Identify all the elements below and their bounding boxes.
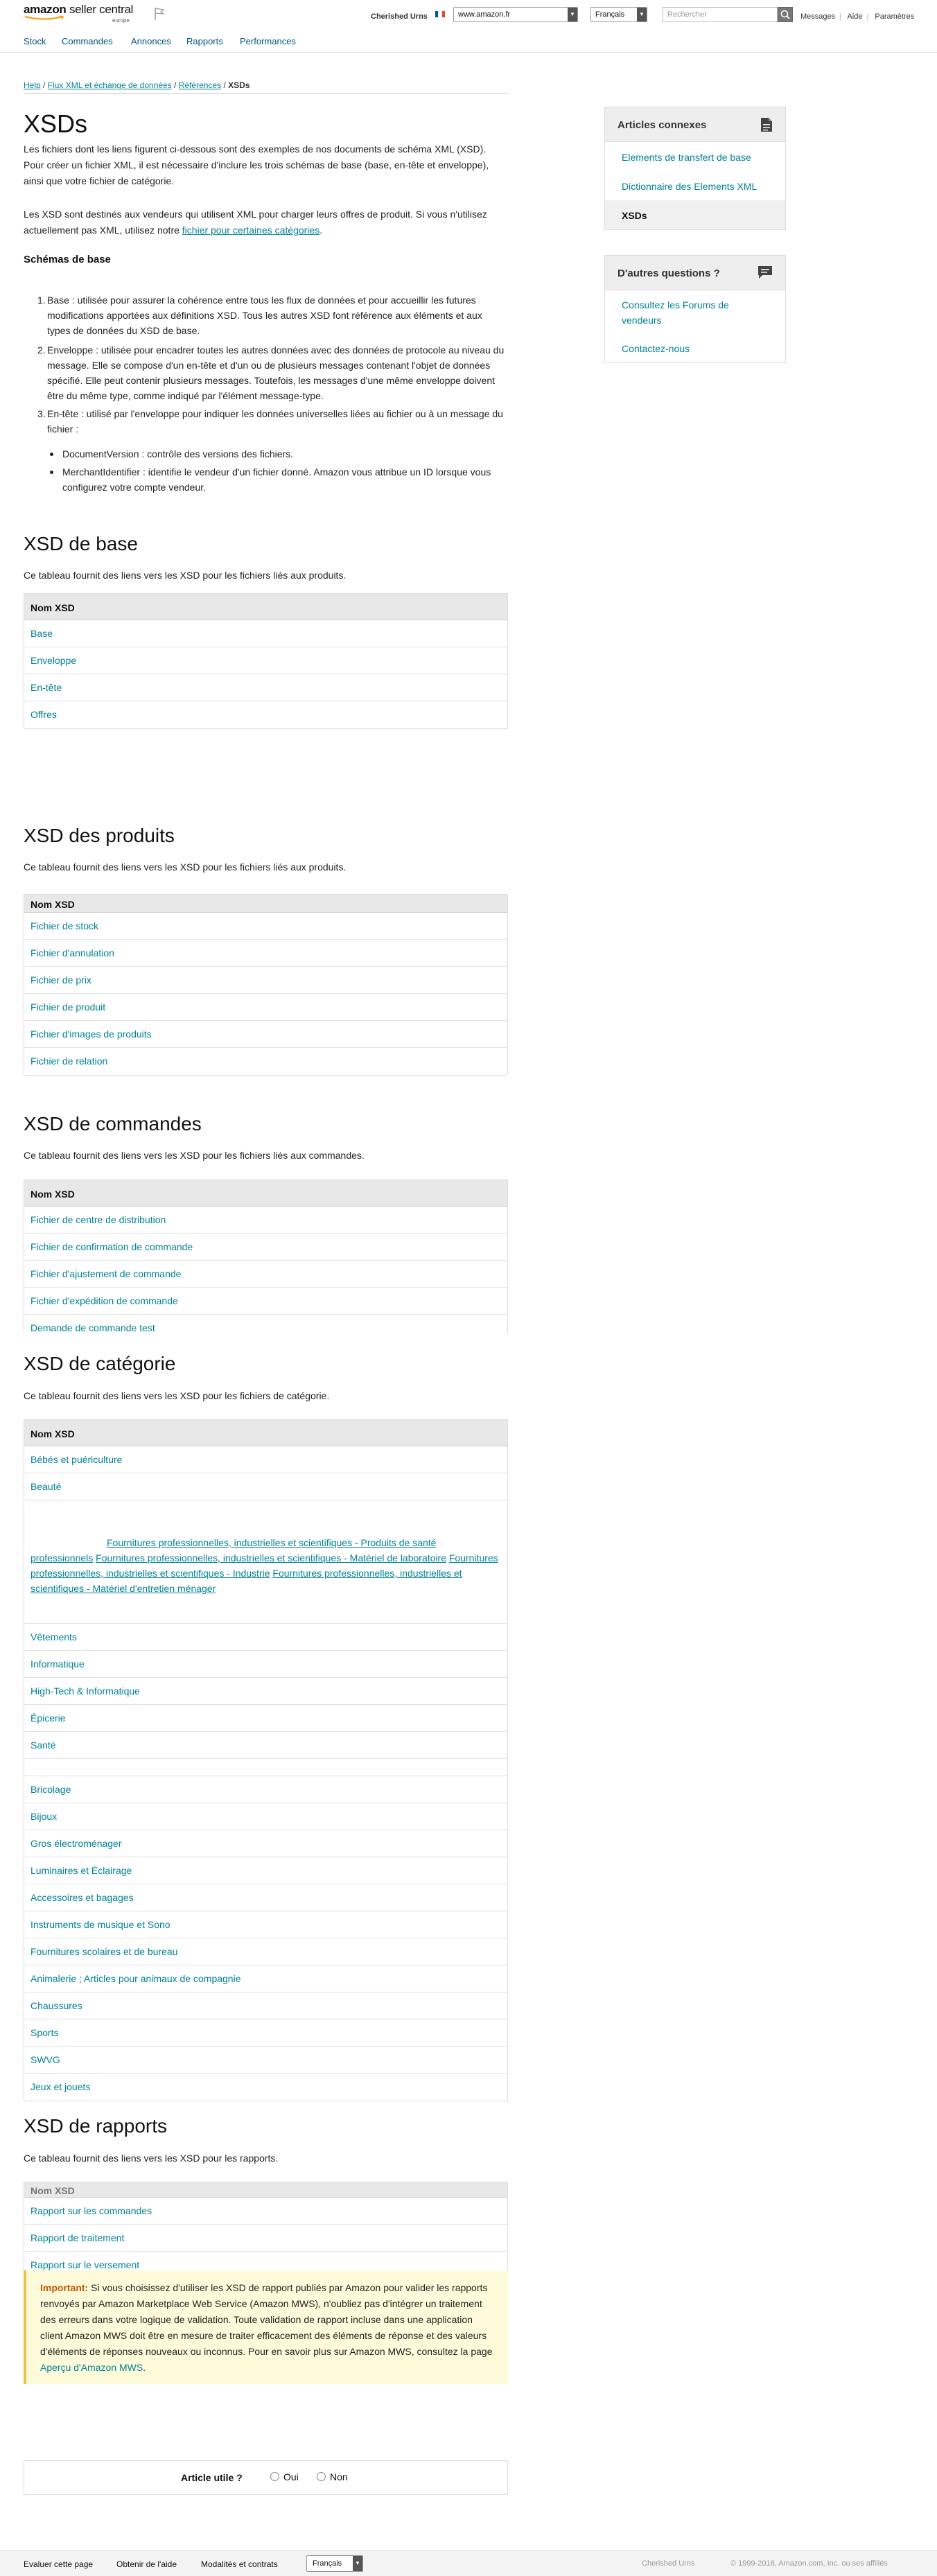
nav-stock[interactable]: Stock: [24, 36, 46, 46]
table-row[interactable]: Fournitures scolaires et de bureau: [24, 1938, 507, 1965]
table-row[interactable]: Vêtements: [24, 1624, 507, 1651]
table-row[interactable]: Beauté: [24, 1473, 507, 1500]
table-row[interactable]: Sports: [24, 2019, 507, 2047]
breadcrumb-references[interactable]: Références: [178, 80, 222, 90]
table-row[interactable]: Base: [24, 620, 507, 647]
xsd-table-products: [24, 894, 508, 1076]
table-row[interactable]: Épicerie: [24, 1705, 507, 1732]
language-value: Français: [595, 10, 625, 19]
table-header: Nom XSD: [24, 594, 507, 620]
related-articles-box: [604, 107, 786, 230]
forums-link[interactable]: Consultez les Forums de vendeurs: [622, 299, 729, 326]
settings-link[interactable]: Paramètres: [875, 12, 915, 21]
nav-performances[interactable]: Performances: [240, 36, 296, 46]
help-link[interactable]: Aide: [847, 12, 863, 21]
account-name: Cherished Urns: [371, 12, 428, 21]
list-text: En-tête : utilisé par l'enveloppe pour indiquer les données universelles liées au fichier ou à un message du fichier :: [47, 408, 503, 435]
related-link-transfer[interactable]: Elements de transfert de base: [622, 152, 751, 163]
chat-icon: [758, 265, 773, 279]
feedback-yes-radio[interactable]: [270, 2472, 279, 2481]
section-title-reports: XSD de rapports: [24, 2115, 167, 2137]
dropdown-arrow-icon: ▼: [568, 8, 577, 21]
list-text: Base : utilisée pour assurer la cohérence entre tous les flux de données et pour accueillir les futures modifications apportées aux définitions XSD. Tous les autres XSD font référence aux éléments et aux types de données du XSD de base.: [47, 295, 482, 336]
section-title-orders: XSD de commandes: [24, 1113, 202, 1134]
page-footer: [0, 2550, 937, 2576]
related-link-xsds[interactable]: XSDs: [605, 200, 785, 229]
footer-language-select[interactable]: [306, 2555, 363, 2572]
table-row[interactable]: Fichier d'ajustement de commande: [24, 1261, 507, 1288]
list-text: DocumentVersion : contrôle des versions des fichiers.: [62, 448, 294, 459]
section-desc: Ce tableau fournit des liens vers les XSD pour les fichiers de catégorie.: [24, 1390, 330, 1401]
table-row-industrial: [24, 1500, 507, 1624]
table-row[interactable]: Fichier de confirmation de commande: [24, 1234, 507, 1261]
page-content: [0, 53, 937, 2520]
table-row[interactable]: SWVG: [24, 2047, 507, 2074]
mws-overview-link[interactable]: Aperçu d'Amazon MWS: [40, 2362, 143, 2373]
search-placeholder: Rechercher: [667, 10, 707, 19]
table-row[interactable]: Bricolage: [24, 1776, 507, 1803]
feedback-question: Article utile ?: [181, 2472, 243, 2483]
table-row[interactable]: Demande de commande test: [30, 1322, 155, 1333]
table-row[interactable]: Rapport sur les commandes: [24, 2198, 507, 2225]
logo-service: seller central: [69, 3, 134, 16]
marketplace-select[interactable]: [453, 7, 578, 22]
table-header: Nom XSD: [24, 2182, 507, 2198]
table-row[interactable]: Informatique: [24, 1651, 507, 1678]
footer-copyright: © 1999-2018, Amazon.com, Inc. ou ses affiliés: [730, 2559, 888, 2568]
category-file-link[interactable]: fichier pour certaines catégories: [182, 225, 320, 236]
questions-box: [604, 255, 786, 363]
section-title-products: XSD des produits: [24, 825, 175, 846]
industrial-link-industry[interactable]: Fournitures professionnelles, industrielles et scientifiques - Industrie: [30, 1552, 498, 1579]
marketplace-value: www.amazon.fr: [458, 10, 511, 19]
seller-central-logo[interactable]: [24, 3, 141, 26]
list-text: Enveloppe : utilisée pour encadrer toutes les autres données avec des données de protocole au niveau du message. Elle se compose d'un en-tête et d'un ou de plusieurs messages contenant l'objet de données spécifié. Elle peut contenir plusieurs messages. Toutefois, les messages d'une même enveloppe doivent être du même type, comme indiqué par l'élément message-type.: [47, 344, 505, 401]
industrial-link-cleaning[interactable]: Fournitures professionnelles, industrielles et scientifiques - Matériel d'entretien ménager: [30, 1568, 462, 1594]
related-header: [605, 107, 785, 142]
search-icon: [778, 8, 792, 21]
xsd-table-category: [24, 1419, 508, 2101]
table-row[interactable]: Rapport de traitement: [24, 2225, 507, 2252]
table-row[interactable]: Fichier d'annulation: [24, 940, 507, 967]
section-desc: Ce tableau fournit des liens vers les XSD pour les fichiers liés aux produits.: [24, 570, 347, 581]
page-title: XSDs: [24, 109, 88, 138]
list-text: MerchantIdentifier : identifie le vendeur d'un fichier donné. Amazon vous attribue un ID lorsque vous configurez votre compte vendeur.: [62, 466, 491, 493]
footer-terms-link[interactable]: Modalités et contrats: [201, 2559, 278, 2569]
breadcrumb: Help / Flux XML et échange de données / Références / XSDs: [24, 80, 250, 90]
section-title-category: XSD de catégorie: [24, 1353, 176, 1374]
table-row[interactable]: En-tête: [24, 674, 507, 701]
footer-language-value: Français: [313, 2559, 342, 2568]
related-link-dictionary[interactable]: Dictionnaire des Elements XML: [622, 181, 758, 192]
search-input[interactable]: [663, 7, 778, 22]
table-row[interactable]: Fichier de produit: [24, 994, 507, 1021]
table-row[interactable]: Fichier de stock: [24, 913, 507, 940]
footer-rate-link[interactable]: Evaluer cette page: [24, 2559, 94, 2569]
contact-link[interactable]: Contactez-nous: [622, 343, 690, 354]
table-header: Nom XSD: [24, 1420, 507, 1446]
language-select[interactable]: [590, 7, 647, 22]
intro-paragraph: Les fichiers dont les liens figurent ci-dessous sont des exemples de nos documents de schéma XML (XSD). Pour créer un fichier XML, il est nécessaire d'inclure les trois schémas de base (base, en-tête et enveloppe), ainsi que votre fichier de catégorie.: [24, 143, 489, 186]
questions-title: D'autres questions ?: [618, 268, 720, 279]
search-button[interactable]: [778, 7, 793, 22]
nav-commandes[interactable]: Commandes: [62, 36, 113, 46]
feedback-box: [24, 2460, 508, 2495]
important-label: Important:: [40, 2282, 89, 2293]
nav-rapports[interactable]: Rapports: [186, 36, 223, 46]
logo-region: europe: [112, 17, 130, 24]
table-row[interactable]: Fichier d'images de produits: [24, 1021, 507, 1048]
important-notice: [24, 2270, 508, 2384]
breadcrumb-xml-feeds[interactable]: Flux XML et échange de données: [47, 80, 172, 90]
logo-main: amazon: [24, 3, 67, 16]
france-flag-icon: [435, 11, 445, 17]
table-header: Nom XSD: [24, 895, 507, 913]
document-icon: [760, 117, 773, 132]
industrial-link-lab[interactable]: Fournitures professionnelles, industrielles et scientifiques - Matériel de laboratoire: [96, 1552, 446, 1563]
table-row[interactable]: Rapport sur le versement: [30, 2259, 140, 2270]
table-row[interactable]: Bébés et puériculture: [24, 1446, 507, 1473]
list-number: 2.: [37, 344, 46, 356]
table-row[interactable]: Fichier de prix: [24, 967, 507, 994]
table-row[interactable]: Animalerie ; Articles pour animaux de compagnie: [24, 1965, 507, 1992]
important-text: Si vous choisissez d'utiliser les XSD de rapport publiés par Amazon pour valider les rapports renvoyés par Amazon Marketplace Web Service (Amazon MWS), n'oubliez pas d'intégrer un traitement des erreurs dans votre logique de validation. Toute validation de rapport incluse dans une application client Amazon MWS doit être en mesure de traiter efficacement des éléments de réponse et des valeurs d'éléments de réponses nouveaux ou inconnus. Pour en savoir plus sur Amazon MWS, consultez la page: [40, 2282, 493, 2357]
table-row[interactable]: Bijoux: [24, 1803, 507, 1830]
flag-icon[interactable]: [154, 7, 165, 21]
table-row-empty: [24, 1759, 507, 1776]
feedback-yes-label[interactable]: Oui: [283, 2471, 299, 2482]
table-row[interactable]: Jeux et jouets: [30, 2081, 91, 2092]
industrial-link-health[interactable]: Fournitures professionnelles, industrielles et scientifiques - Produits de santé professionnels: [30, 1537, 437, 1563]
table-row[interactable]: Instruments de musique et Sono: [24, 1911, 507, 1938]
dropdown-arrow-icon: ▼: [353, 2556, 362, 2571]
intro2-prefix: Les XSD sont destinés aux vendeurs qui utilisent XML pour charger leurs offres de produit. Si vous n'utilisez actuellement pas XML, utilisez notre: [24, 209, 487, 236]
main-navigation: [0, 30, 937, 53]
table-row[interactable]: Enveloppe: [24, 647, 507, 674]
related-title: Articles connexes: [618, 119, 707, 131]
table-row[interactable]: Fichier de centre de distribution: [24, 1207, 507, 1234]
list-number: 3.: [37, 408, 46, 419]
table-row[interactable]: High-Tech & Informatique: [24, 1678, 507, 1705]
footer-account: Cherished Urns: [642, 2559, 695, 2568]
dropdown-arrow-icon: ▼: [637, 8, 647, 21]
table-row[interactable]: Fichier de relation: [30, 1055, 108, 1067]
table-row[interactable]: Gros électroménager: [24, 1830, 507, 1857]
footer-help-link[interactable]: Obtenir de l'aide: [116, 2559, 177, 2569]
section-title-base: XSD de base: [24, 533, 138, 554]
intro2-suffix: .: [319, 225, 323, 236]
section-desc: Ce tableau fournit des liens vers les XSD pour les rapports.: [24, 2153, 279, 2164]
table-row[interactable]: Chaussures: [24, 1992, 507, 2019]
breadcrumb-divider: [24, 93, 508, 94]
feedback-no-label[interactable]: Non: [330, 2471, 348, 2482]
list-number: 1.: [37, 295, 46, 306]
table-row[interactable]: Luminaires et Éclairage: [24, 1857, 507, 1884]
table-row[interactable]: Accessoires et bagages: [24, 1884, 507, 1911]
nav-annonces[interactable]: Annonces: [131, 36, 171, 46]
table-row[interactable]: Fichier d'expédition de commande: [24, 1288, 507, 1315]
table-row[interactable]: Offres: [30, 709, 57, 720]
section-desc: Ce tableau fournit des liens vers les XSD pour les fichiers liés aux produits.: [24, 861, 347, 873]
messages-link[interactable]: Messages: [800, 12, 836, 21]
breadcrumb-current: XSDs: [228, 80, 250, 90]
feedback-no-radio[interactable]: [317, 2472, 326, 2481]
xsd-table-orders: [24, 1180, 508, 1333]
xsd-table-base: [24, 593, 508, 729]
questions-header: [605, 256, 785, 290]
schemas-heading: Schémas de base: [24, 254, 111, 265]
xsd-table-reports: [24, 2182, 508, 2279]
table-row[interactable]: Santé: [24, 1732, 507, 1759]
important-end: .: [143, 2362, 146, 2373]
top-header: [0, 0, 937, 30]
table-header: Nom XSD: [24, 1180, 507, 1207]
header-links: Messages | Aide | Paramètres: [800, 12, 915, 21]
intro-paragraph-2: [24, 207, 508, 238]
amazon-smile-icon: [24, 15, 67, 21]
breadcrumb-help[interactable]: Help: [24, 80, 41, 90]
section-desc: Ce tableau fournit des liens vers les XSD pour les fichiers liés aux commandes.: [24, 1150, 365, 1161]
